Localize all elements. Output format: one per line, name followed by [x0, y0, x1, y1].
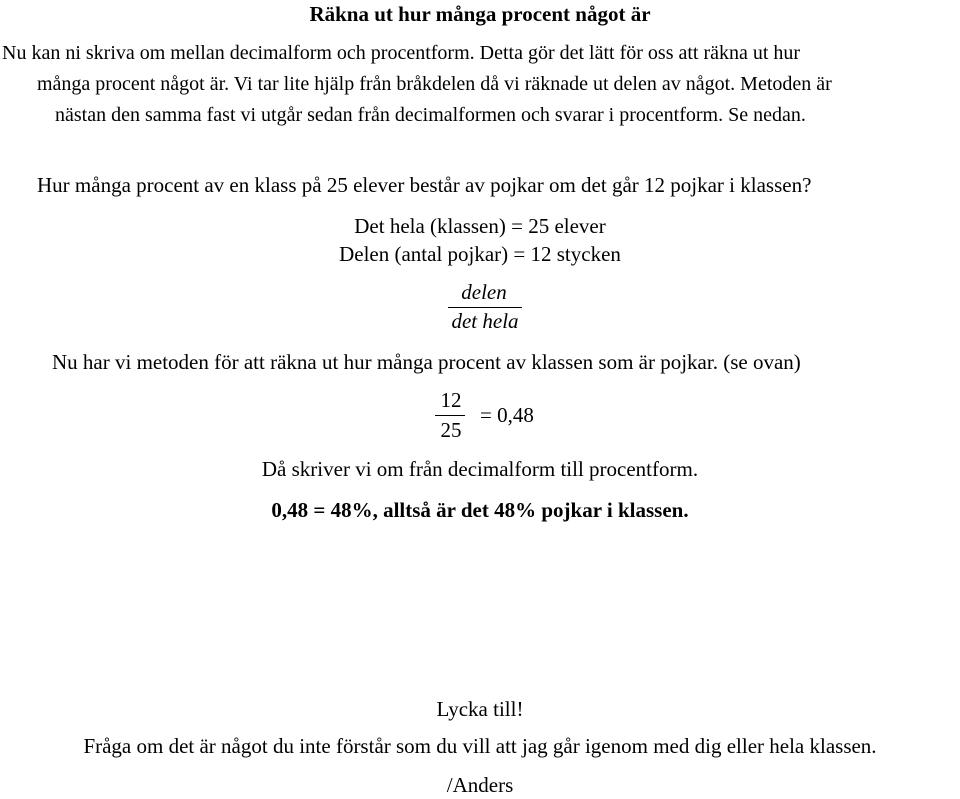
method-line: Nu har vi metoden för att räkna ut hur många procent av klassen som är pojkar. (se ovan): [52, 350, 801, 374]
page-title: Räkna ut hur många procent något är: [309, 2, 651, 26]
intro-line: nästan den samma fast vi utgår sedan från decimalformen och svarar i procentform. Se nedan.: [55, 104, 806, 126]
intro-line: många procent något är. Vi tar lite hjälp från bråkdelen då vi räknade ut delen av något. Metoden är: [37, 73, 832, 95]
calculation-result: = 0,48: [480, 403, 534, 427]
intro-line: Nu kan ni skriva om mellan decimalform och procentform. Detta gör det lätt för oss att räkna ut hur: [2, 42, 801, 64]
answer-line: 0,48 = 48%, alltså är det 48% pojkar i klassen.: [271, 498, 689, 522]
example-question: Hur många procent av en klass på 25 elever består av pojkar om det går 12 pojkar i klassen?: [37, 173, 812, 197]
given-part: Delen (antal pojkar) = 12 stycken: [339, 242, 621, 266]
conversion-line: Då skriver vi om från decimalform till procentform.: [261, 457, 699, 481]
closing-line: Lycka till!: [436, 697, 524, 721]
ask-line: Fråga om det är något du inte förstår som du vill att jag går igenom med dig eller hela klassen.: [83, 734, 877, 758]
calculation-numerator: 12: [440, 388, 462, 412]
fraction-bar: [435, 415, 465, 416]
given-whole: Det hela (klassen) = 25 elever: [354, 214, 606, 238]
formula-numerator: delen: [461, 280, 507, 304]
fraction-bar: [448, 307, 522, 308]
intro-paragraph: [1, 38, 959, 131]
formula-denominator: det hela: [451, 309, 519, 333]
signature: /Anders: [446, 773, 514, 797]
calculation-denominator: 25: [440, 418, 462, 442]
